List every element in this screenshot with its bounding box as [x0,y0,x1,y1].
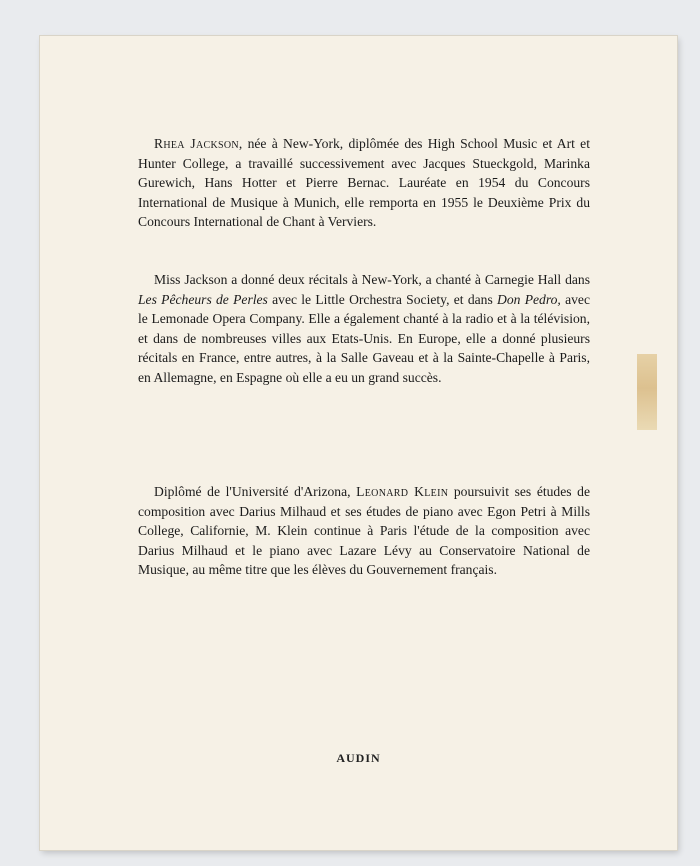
tape-residue [637,354,657,430]
klein-text-2: poursuivit ses études de composition avec Darius Milhaud et ses études de piano avec Egon Petri à Mills College, Californie, M. Klein continue à Paris l'étude de la composition avec Darius Milhaud et le piano avec Lazare Lévy au Conservatoire National de Musique, au même titre que les élèves du Gouvernement français. [138,484,590,578]
career-text-1: Miss Jackson a donné deux récitals à New-York, a chanté à Carnegie Hall dans [154,272,590,287]
opera-title-don-pedro: Don Pedro, [497,291,561,307]
pianist-name: Leonard Klein [356,484,449,499]
leonard-klein-bio [138,482,590,580]
klein-text-1: Diplômé de l'Université d'Arizona, [154,484,357,499]
career-text-2: avec le Little Orchestra Society, et dans [267,291,498,307]
printer-imprint: AUDIN [336,751,381,765]
rhea-jackson-bio [138,134,590,232]
rhea-jackson-career [138,270,590,388]
program-page [40,36,677,850]
singer-name: Rhea Jackson [154,136,239,151]
career-text-3: avec le Lemonade Opera Company. Elle a également chanté à la radio et à la télévision, et dans de nombreuses villes aux Etats-Unis. En Europe, elle a donné plusieurs récitals en France, entre autres, à la Salle Gaveau et à la Sainte-Chapelle à Paris, en Allemagne, en Espagne où elle a eu un grand succès. [138,291,590,385]
rhea-jackson-bio-text: , née à New-York, diplômée des High School Music et Art et Hunter College, a travaillé successivement avec Jacques Stueckgold, Marinka Gurewich, Hans Hotter et Pierre Bernac. Lauréate en 1954 du Concours International de Musique à Munich, elle remporta en 1955 le Deuxième Prix du Concours International de Chant à Verviers. [138,136,590,230]
opera-title-pecheurs: Les Pêcheurs de Perles [138,291,268,307]
